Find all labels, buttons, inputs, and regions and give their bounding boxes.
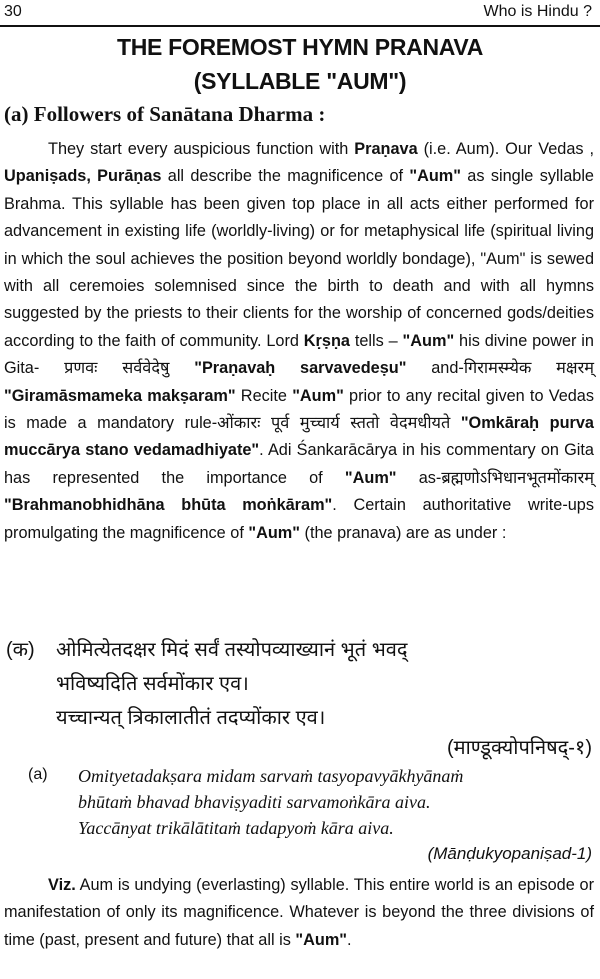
- section-heading: (a) Followers of Sanātana Dharma :: [4, 102, 326, 126]
- sanskrit-verse-line: भविष्यदिति सर्वमोंकार एव।: [56, 673, 249, 695]
- sanskrit-verse-label: (क): [6, 639, 35, 661]
- sanskrit-verse-line: ओमित्येतदक्षर मिदं सर्वं तस्योपव्याख्यानं भूतं भवद्: [56, 639, 408, 661]
- chapter-title-line2: (SYLLABLE "AUM"): [193, 68, 407, 94]
- running-title: Who is Hindu ?: [483, 3, 592, 20]
- chapter-title-line1: THE FOREMOST HYMN PRANAVA: [116, 34, 484, 60]
- transliteration-label: (a): [28, 766, 48, 783]
- transliteration-source: (Mānḍukyopaniṣad-1): [427, 844, 592, 863]
- transliteration-line: bhūtaṁ bhavad bhaviṣyaditi sarvamoṅkāra aiva.: [78, 792, 431, 812]
- transliteration-line: Omityetadakṣara midam sarvaṁ tasyopavyākhyānaṁ: [78, 766, 464, 786]
- header-rule: [0, 25, 600, 27]
- paragraph-followers: They start every auspicious function with Praṇava (i.e. Aum). Our Vedas , Upaniṣads, Purāṇas all describe the magnificence of "Aum" as single syllable Brahma. This syllable has been given top place in all acts either performed for advancement in existing life (worldly-living) or for metaphysical life (spiritual living in which the soul achieves the position beyond worldly bondage), "Aum" is sewed with all ceremoies solemnised since the birth to death and with all hymns suggested by the priests to their clients for the worship of concerned gods/deities according to the faith of community. Lord Kṛṣṇa tells – "Aum" his divine power in Gita- प्रणवः सर्ववेदेषु "Praṇavaḥ sarvavedeṣu" and-गिरामस्म्येक मक्षरम् "Giramāsmameka makṣaram" Recite "Aum" prior to any recital given to Vedas is made a mandatory rule-ओंकारः पूर्व मुच्चार्य स्ततो वेदमधीयते "Omkāraḥ purva muccārya stano vedamadhiyate". Adi Śankarācārya in his commentary on Gita has represented the importance of "Aum" as-ब्रह्मणोऽभिधानभूतमोंकारम् "Brahmanobhidhāna bhūta moṅkāram". Certain authoritative write-ups promulgating the magnificence of "Aum" (the pranava) are as under :: [4, 140, 595, 542]
- sanskrit-verse-line: यच्चान्यत् त्रिकालातीतं तदप्योंकार एव।: [56, 707, 326, 729]
- running-header: [0, 0, 600, 24]
- sanskrit-verse-source: (माण्डूक्योपनिषद्-१): [446, 737, 592, 759]
- transliteration-line: Yaccānyat trikālātitaṁ tadapyoṁ kāra aiva.: [78, 818, 394, 838]
- page-number: 30: [4, 3, 22, 20]
- paragraph-viz: Viz. Aum is undying (everlasting) syllable. This entire world is an episode or manifestation of only its magnificence. Whatever is beyond the three divisions of time (past, present and future) that all is "Aum".: [4, 876, 594, 949]
